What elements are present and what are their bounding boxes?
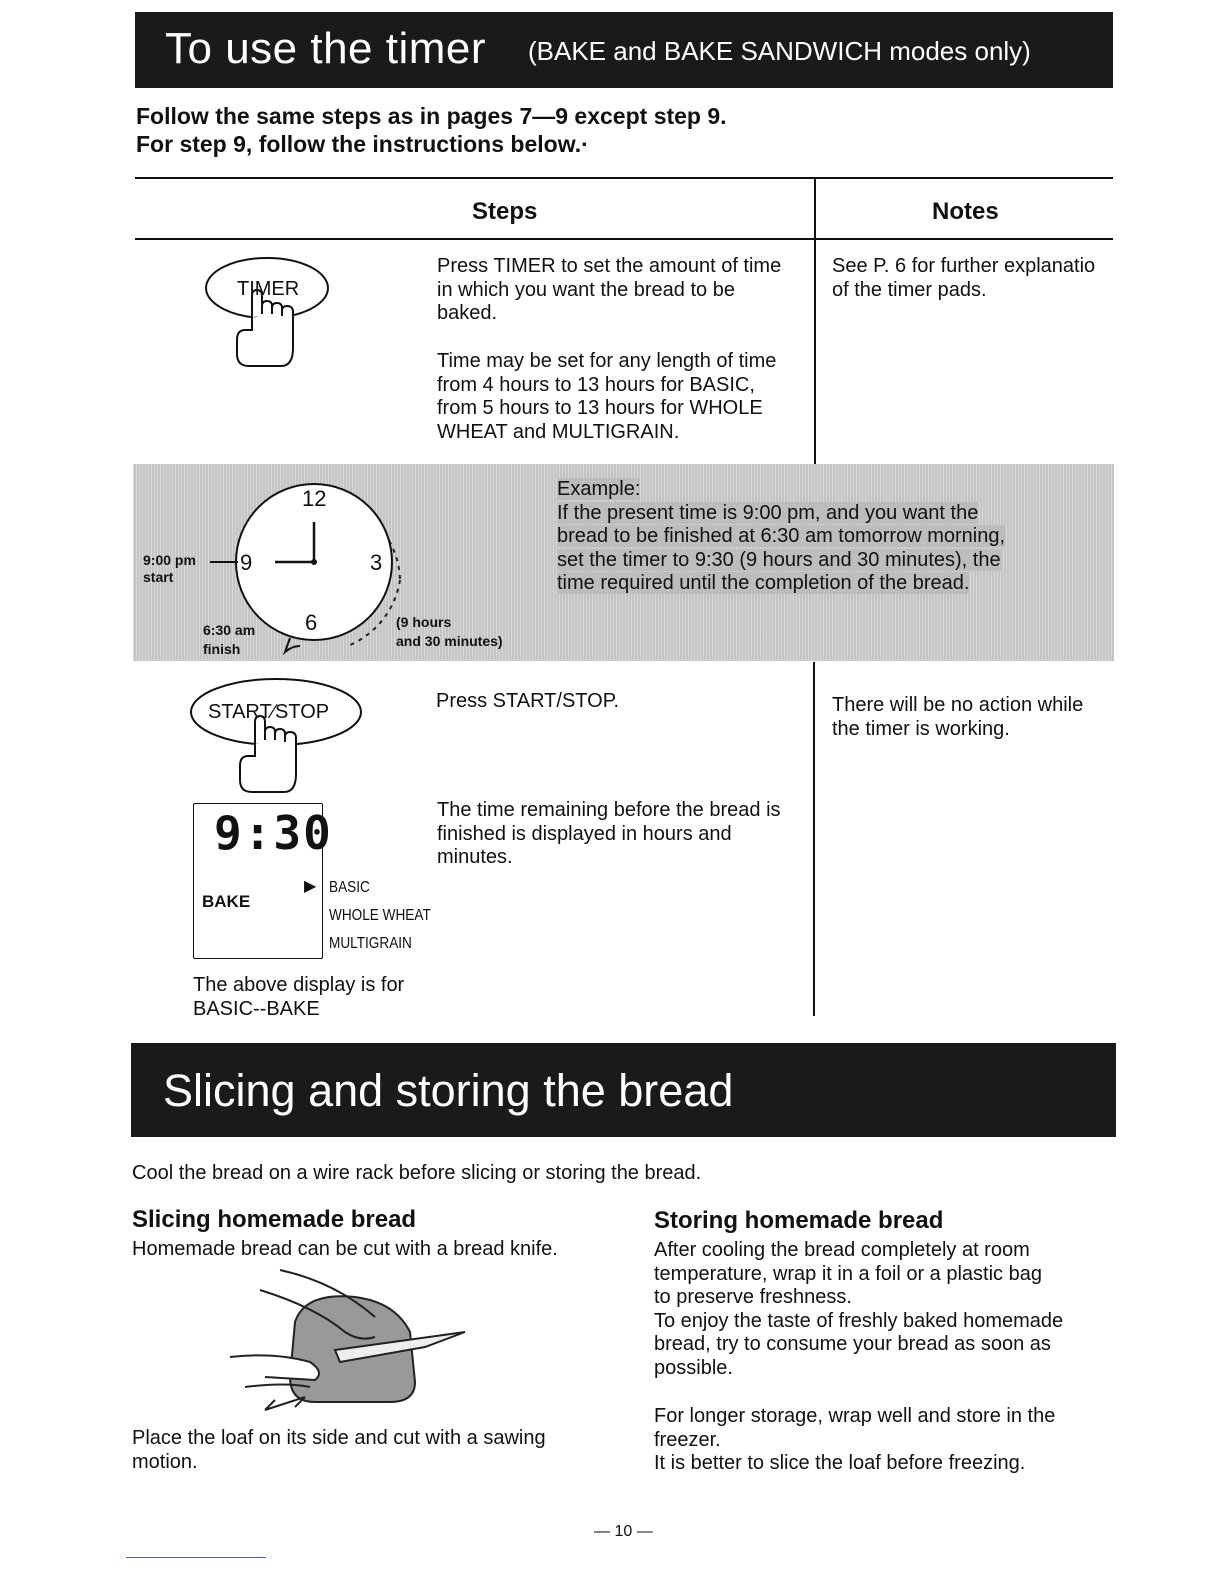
display-caption — [193, 974, 404, 1021]
storing-text — [654, 1239, 1063, 1380]
slicing-section-banner — [131, 1043, 1116, 1137]
lcd-options — [329, 874, 431, 958]
start-time: 9:00 pm — [143, 552, 196, 568]
display-caption-line: BASIC--BAKE — [193, 997, 320, 1020]
footer-rule — [126, 1557, 266, 1558]
slicing-heading: Slicing homemade bread — [132, 1206, 417, 1233]
start-pointer-line — [210, 561, 238, 563]
step1-line: Press TIMER to set the amount of time — [437, 255, 782, 277]
storing-line: possible. — [654, 1356, 733, 1379]
start-time-label — [143, 552, 196, 586]
step1-line: in which you want the bread to be — [437, 278, 735, 301]
start-stop-button-illustration — [188, 672, 378, 800]
storing-line: To enjoy the taste of freshly baked homemade — [654, 1309, 1064, 1332]
lcd-indicator-icon: ▶ — [304, 878, 317, 895]
lcd-option: BASIC — [329, 879, 370, 896]
clock-numeral-12: 12 — [302, 486, 327, 511]
step2-text: Press START/STOP. — [436, 690, 620, 712]
timer-intro-line2: For step 9, follow the instructions below.· — [136, 131, 589, 157]
clock-numeral-6: 6 — [305, 610, 318, 635]
timer-section-banner — [135, 12, 1113, 88]
bread-slicing-illustration — [225, 1262, 475, 1427]
table-header-rule — [135, 238, 1113, 240]
lcd-display — [193, 803, 333, 959]
example-line: bread to be finished at 6:30 am tomorrow morning, — [557, 525, 1006, 547]
step1-line: baked. — [437, 302, 498, 324]
step1-text — [437, 255, 781, 326]
step3-line: The time remaining before the bread is — [437, 799, 781, 821]
table-divider-top — [814, 178, 816, 465]
step1b-text — [437, 350, 776, 444]
lcd-option: MULTIGRAIN — [329, 935, 412, 952]
finish-time-label — [203, 621, 255, 659]
step1b-line: WHEAT and MULTIGRAIN. — [437, 420, 680, 443]
slicing-section-title: Slicing and storing the bread — [163, 1065, 734, 1116]
lcd-option: WHOLE WHEAT — [329, 907, 431, 924]
timer-button-illustration — [195, 250, 345, 375]
example-line: If the present time is 9:00 pm, and you want the — [557, 501, 979, 524]
slicing-caption-line: Place the loaf on its side and cut with a sawing — [132, 1427, 546, 1449]
storing2-line: It is better to slice the loaf before freezing. — [654, 1452, 1026, 1474]
finish-time: 6:30 am — [203, 622, 256, 638]
start-label: start — [143, 569, 174, 585]
storing2-line: For longer storage, wrap well and store in the — [654, 1405, 1056, 1427]
lcd-mode: BAKE — [202, 892, 251, 911]
note1-line: of the timer pads. — [832, 278, 987, 301]
timer-intro-line1: Follow the same steps as in pages 7—9 except step 9. — [136, 103, 727, 129]
example-line: set the timer to 9:30 (9 hours and 30 minutes), the — [557, 548, 1001, 571]
notes-column-header: Notes — [932, 198, 999, 225]
timer-intro — [136, 102, 727, 158]
press-hand-icon — [195, 250, 345, 375]
timer-section-title: To use the timer — [165, 24, 487, 73]
note2-line: the timer is working. — [832, 717, 1010, 740]
step1b-line: from 5 hours to 13 hours for WHOLE — [437, 397, 763, 419]
note2-line: There will be no action while — [832, 694, 1084, 716]
duration-line: (9 hours — [396, 614, 452, 630]
clock-numeral-3: 3 — [370, 550, 383, 575]
start-stop-button-label: START∕STOP — [208, 701, 330, 723]
note1-text — [832, 255, 1112, 302]
storing-line: bread, try to consume your bread as soon as — [654, 1333, 1051, 1355]
duration-line: and 30 minutes) — [396, 633, 503, 649]
table-top-rule — [135, 177, 1113, 179]
storing-line: After cooling the bread completely at room — [654, 1239, 1030, 1261]
step3-line: finished is displayed in hours and — [437, 822, 732, 845]
slicing-caption-line: motion. — [132, 1450, 198, 1473]
storing-line: temperature, wrap it in a foil or a plastic bag — [654, 1262, 1042, 1285]
slicing-caption — [132, 1427, 546, 1474]
timer-button-label: TIMER — [237, 278, 300, 300]
step1b-line: Time may be set for any length of time — [437, 350, 777, 372]
storing-heading: Storing homemade bread — [654, 1207, 944, 1234]
clock-illustration — [230, 470, 410, 660]
slicing-intro: Cool the bread on a wire rack before slicing or storing the bread. — [132, 1162, 702, 1184]
example-line: Example: — [557, 478, 641, 500]
storing-text-2 — [654, 1405, 1055, 1476]
step3-text — [437, 799, 781, 870]
steps-column-header: Steps — [472, 198, 538, 225]
clock-numeral-9: 9 — [240, 550, 253, 575]
press-hand-icon — [188, 672, 378, 800]
note1-line: See P. 6 for further explanatio — [832, 255, 1096, 277]
lcd-time: 9:30 — [214, 806, 333, 860]
example-text — [557, 478, 1077, 596]
table-divider-bottom — [813, 662, 815, 1016]
step3-line: minutes. — [437, 846, 513, 868]
bread-knife-icon — [225, 1262, 475, 1422]
finish-label: finish — [203, 641, 241, 657]
storing2-line: freezer. — [654, 1428, 721, 1451]
page-number: — 10 — — [594, 1523, 653, 1540]
slicing-text: Homemade bread can be cut with a bread knife. — [132, 1238, 558, 1260]
timer-section-title-note: (BAKE and BAKE SANDWICH modes only) — [528, 36, 1031, 66]
example-line: time required until the completion of the bread. — [557, 572, 970, 594]
storing-line: to preserve freshness. — [654, 1286, 852, 1308]
step1b-line: from 4 hours to 13 hours for BASIC, — [437, 373, 755, 396]
duration-label — [396, 613, 503, 651]
note2-text — [832, 694, 1083, 741]
display-caption-line: The above display is for — [193, 974, 405, 996]
